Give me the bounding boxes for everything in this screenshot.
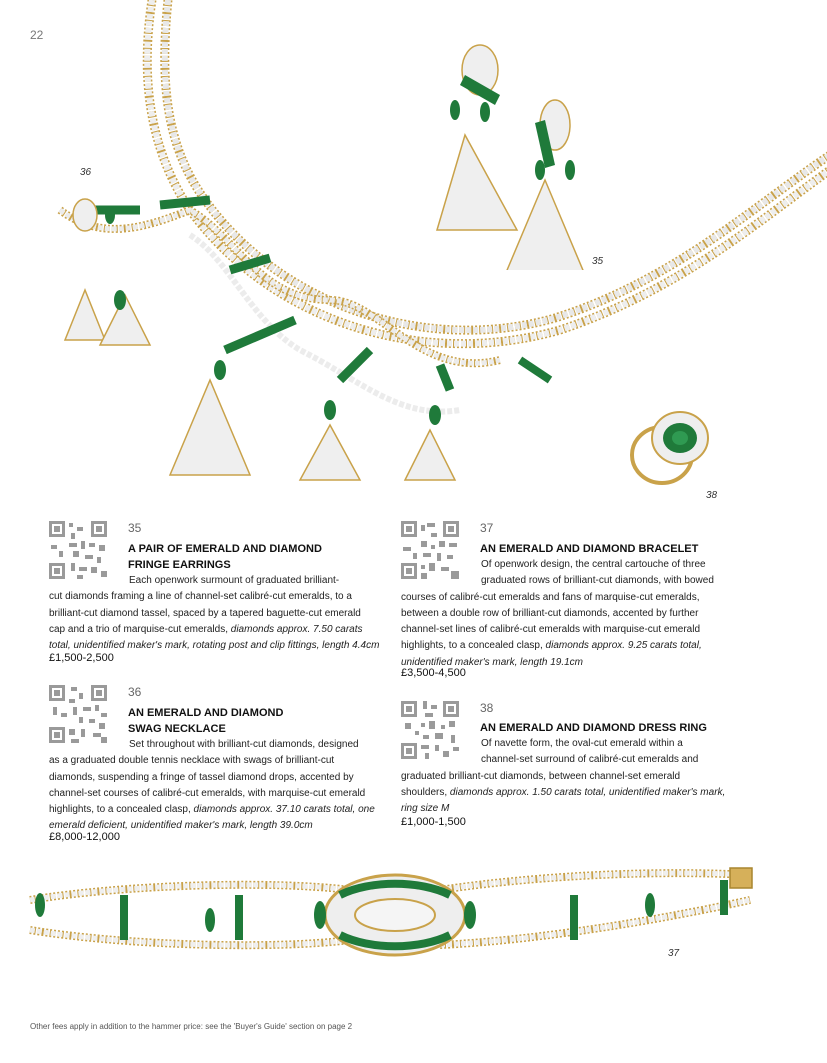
lot-title-36-line2: SWAG NECKLACE: [128, 723, 226, 735]
lot-number-36: 36: [128, 685, 142, 699]
lot-price-37: £3,500-4,500: [401, 667, 466, 679]
lot-price-38: £1,000-1,500: [401, 816, 466, 828]
lot-number-35: 35: [128, 521, 142, 535]
lot-description-36: Set throughout with brilliant-cut diamonds, designed as a graduated double tennis necklace with swags of brilliant-cut diamonds, suspending a fringe of tassel diamond drops, accented by channel-set courses of calibré-cut emeralds, with marquise-cut emerald highlights, to a concealed clasp, diamonds approx. 37.10 carats total, one emerald deficient, unidentified maker's mark, length 39.0cm: [49, 739, 375, 832]
photo-label-38: 38: [706, 490, 718, 501]
lot-price-35: £1,500-2,500: [49, 652, 114, 664]
lot-title-37: AN EMERALD AND DIAMOND BRACELET: [480, 543, 699, 555]
lot-number-37: 37: [480, 521, 494, 535]
photo-label-35: 35: [592, 256, 604, 267]
earrings-photo: [425, 40, 595, 270]
lot-description-35: Each openwork surmount of graduated brilliant- cut diamonds framing a line of channel-set calibré-cut emeralds, to a brilliant-cut diamond tassel, spaced by a tapered baguette-cut emerald cap and a trio of marquise-cut emeralds, diamonds approx. 7.50 carats total, unidentified maker's mark, rotating post and clip fittings, length 4.4cm: [49, 575, 380, 652]
qr-code-35[interactable]: [49, 521, 107, 579]
lot-description-38: Of navette form, the oval-cut emerald within a channel-set surround of calibré-cut emeralds and graduated brilliant-cut diamonds, between channel-set emerald shoulders, diamonds approx. 1.50 carats total, unidentified maker's mark, ring size M: [401, 738, 726, 815]
page-number: 22: [30, 28, 44, 42]
lot-price-36: £8,000-12,000: [49, 831, 120, 843]
photo-label-36: 36: [80, 167, 92, 178]
qr-code-36[interactable]: [49, 685, 107, 743]
footer-note: Other fees apply in addition to the hammer price: see the 'Buyer's Guide' section on page 2: [30, 1022, 353, 1031]
lot-title-36-line1: AN EMERALD AND DIAMOND: [128, 707, 284, 719]
lot-description-37: Of openwork design, the central cartouche of three graduated rows of brilliant-cut diamonds, with bowed courses of calibré-cut emeralds and fans of marquise-cut emeralds, between a double row of brilliant-cut diamonds, accented by further channel-set lines of calibré-cut emeralds with marquise-cut emerald highlights, to a concealed clasp, diamonds approx. 9.25 carats total, unidentified maker's mark, length 19.1cm: [401, 559, 714, 668]
lot-title-38: AN EMERALD AND DIAMOND DRESS RING: [480, 722, 707, 734]
lot-title-35-line1: A PAIR OF EMERALD AND DIAMOND: [128, 543, 322, 555]
photo-label-37: 37: [668, 948, 680, 959]
lot-number-38: 38: [480, 701, 494, 715]
bracelet-photo: [20, 860, 760, 980]
ring-photo: [620, 400, 730, 490]
lot-title-35-line2: FRINGE EARRINGS: [128, 559, 231, 571]
